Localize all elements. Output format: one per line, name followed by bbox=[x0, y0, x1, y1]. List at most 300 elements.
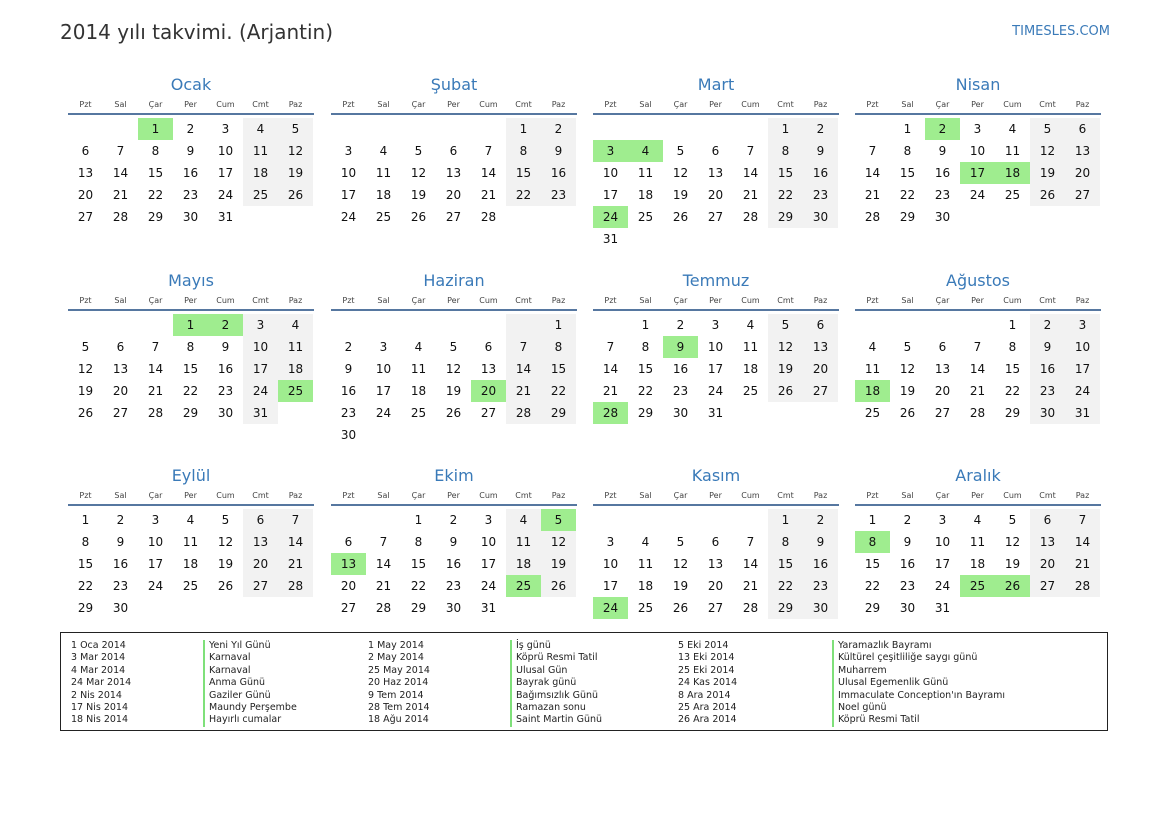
weekday-label: Paz bbox=[288, 100, 303, 109]
day-cell: 11 bbox=[278, 336, 313, 358]
day-cell: 1 bbox=[641, 318, 650, 332]
day-cell: 23 bbox=[672, 384, 689, 398]
day-cell: 13 bbox=[445, 166, 462, 180]
weekday-label: Sal bbox=[377, 491, 390, 500]
day-cell: 4 bbox=[506, 509, 541, 531]
day-cell: 19 bbox=[672, 188, 689, 202]
day-cell: 10 bbox=[340, 166, 357, 180]
weekday-label: Per bbox=[709, 100, 722, 109]
day-cell: 16 bbox=[445, 557, 462, 571]
weekday-header bbox=[68, 97, 314, 115]
empty-cell bbox=[366, 314, 401, 336]
day-cell: 23 bbox=[112, 579, 129, 593]
day-cell: 29 bbox=[541, 402, 576, 424]
holiday-date: 1 Oca 2014 bbox=[71, 640, 126, 651]
day-cell: 4 bbox=[641, 535, 650, 549]
empty-cell bbox=[663, 509, 698, 531]
month-name: Ocak bbox=[170, 75, 212, 94]
weekday-label: Pzt bbox=[342, 491, 355, 500]
holiday-name: Ramazan sonu bbox=[510, 702, 602, 714]
holiday-legend bbox=[60, 632, 1108, 731]
day-cell: 15 bbox=[182, 362, 199, 376]
day-cell: 8 bbox=[768, 531, 803, 553]
day-cell: 19 bbox=[1004, 557, 1021, 571]
day-cell: 19 bbox=[899, 384, 916, 398]
day-cell: 8 bbox=[506, 140, 541, 162]
day-cell: 3 bbox=[484, 513, 493, 527]
day-grid bbox=[68, 509, 314, 619]
day-cell: 18 bbox=[410, 384, 427, 398]
month-block bbox=[68, 464, 314, 619]
day-cell: 22 bbox=[541, 380, 576, 402]
day-cell: 31 bbox=[480, 601, 497, 615]
day-cell: 4 bbox=[746, 318, 755, 332]
day-cell: 13 bbox=[707, 557, 724, 571]
day-cell: 6 bbox=[711, 144, 720, 158]
holiday-day-cell: 2 bbox=[208, 314, 243, 336]
day-cell: 6 bbox=[344, 535, 353, 549]
weekday-label: Cmt bbox=[777, 296, 794, 305]
day-cell: 16 bbox=[803, 553, 838, 575]
holiday-day-cell: 24 bbox=[593, 206, 628, 228]
weekday-label: Çar bbox=[673, 100, 688, 109]
day-cell: 3 bbox=[938, 513, 947, 527]
day-cell: 24 bbox=[1065, 380, 1100, 402]
day-cell: 22 bbox=[864, 579, 881, 593]
day-cell: 27 bbox=[1065, 184, 1100, 206]
holiday-name: Bağımsızlık Günü bbox=[510, 690, 602, 702]
day-cell: 7 bbox=[151, 340, 160, 354]
day-cell: 2 bbox=[186, 122, 195, 136]
day-cell: 27 bbox=[707, 210, 724, 224]
day-cell: 6 bbox=[1030, 509, 1065, 531]
holiday-name: Anma Günü bbox=[203, 677, 297, 689]
day-cell: 25 bbox=[410, 406, 427, 420]
day-cell: 19 bbox=[77, 384, 94, 398]
day-cell: 15 bbox=[147, 166, 164, 180]
empty-cell bbox=[628, 118, 663, 140]
day-cell: 29 bbox=[864, 601, 881, 615]
day-cell: 1 bbox=[1008, 318, 1017, 332]
day-cell: 18 bbox=[969, 557, 986, 571]
empty-cell bbox=[68, 314, 103, 336]
weekday-label: Per bbox=[709, 296, 722, 305]
day-cell: 16 bbox=[340, 384, 357, 398]
day-cell: 6 bbox=[711, 535, 720, 549]
day-cell: 20 bbox=[112, 384, 129, 398]
day-cell: 21 bbox=[112, 188, 129, 202]
day-cell: 7 bbox=[484, 144, 493, 158]
weekday-label: Pzt bbox=[866, 296, 879, 305]
day-cell: 13 bbox=[707, 166, 724, 180]
day-cell: 7 bbox=[746, 144, 755, 158]
holiday-day-cell: 28 bbox=[593, 402, 628, 424]
day-cell: 31 bbox=[602, 232, 619, 246]
weekday-label: Sal bbox=[639, 296, 652, 305]
month-block bbox=[593, 464, 839, 619]
empty-cell bbox=[401, 118, 436, 140]
day-cell: 17 bbox=[480, 557, 497, 571]
day-cell: 22 bbox=[1004, 384, 1021, 398]
day-cell: 17 bbox=[934, 557, 951, 571]
weekday-label: Cum bbox=[1003, 491, 1022, 500]
empty-cell bbox=[593, 118, 628, 140]
day-cell: 22 bbox=[899, 188, 916, 202]
holiday-date: 28 Tem 2014 bbox=[368, 702, 430, 714]
holiday-name: Karnaval bbox=[203, 665, 297, 677]
day-cell: 29 bbox=[768, 206, 803, 228]
weekday-label: Paz bbox=[551, 100, 566, 109]
holiday-date: 1 May 2014 bbox=[368, 640, 424, 651]
weekday-label: Sal bbox=[639, 491, 652, 500]
weekday-label: Per bbox=[447, 296, 460, 305]
day-cell: 21 bbox=[147, 384, 164, 398]
weekday-header bbox=[855, 97, 1101, 115]
day-cell: 23 bbox=[217, 384, 234, 398]
day-cell: 7 bbox=[868, 144, 877, 158]
day-cell: 5 bbox=[676, 144, 685, 158]
weekday-label: Paz bbox=[288, 491, 303, 500]
day-cell: 21 bbox=[742, 188, 759, 202]
holiday-name: Kültürel çeşitliliğe saygı günü bbox=[832, 652, 1005, 664]
day-cell: 25 bbox=[637, 210, 654, 224]
weekday-label: Sal bbox=[901, 100, 914, 109]
day-cell: 2 bbox=[803, 509, 838, 531]
day-cell: 3 bbox=[1065, 314, 1100, 336]
month-block bbox=[68, 269, 314, 424]
day-cell: 27 bbox=[243, 575, 278, 597]
day-cell: 30 bbox=[803, 597, 838, 619]
day-cell: 8 bbox=[1008, 340, 1017, 354]
day-cell: 8 bbox=[903, 144, 912, 158]
day-cell: 12 bbox=[278, 140, 313, 162]
day-cell: 18 bbox=[375, 188, 392, 202]
day-cell: 31 bbox=[707, 406, 724, 420]
day-cell: 9 bbox=[938, 144, 947, 158]
day-cell: 27 bbox=[340, 601, 357, 615]
day-cell: 7 bbox=[1065, 509, 1100, 531]
day-cell: 28 bbox=[864, 210, 881, 224]
day-cell: 4 bbox=[243, 118, 278, 140]
day-cell: 7 bbox=[506, 336, 541, 358]
day-cell: 23 bbox=[445, 579, 462, 593]
day-cell: 21 bbox=[506, 380, 541, 402]
empty-cell bbox=[733, 118, 768, 140]
day-cell: 12 bbox=[77, 362, 94, 376]
day-cell: 15 bbox=[1004, 362, 1021, 376]
day-cell: 28 bbox=[742, 210, 759, 224]
day-cell: 2 bbox=[803, 118, 838, 140]
empty-cell bbox=[593, 509, 628, 531]
day-cell: 2 bbox=[903, 513, 912, 527]
weekday-label: Paz bbox=[813, 491, 828, 500]
weekday-header bbox=[331, 293, 577, 311]
day-cell: 3 bbox=[606, 535, 615, 549]
month-block bbox=[68, 73, 314, 228]
day-cell: 4 bbox=[973, 513, 982, 527]
day-cell: 3 bbox=[973, 122, 982, 136]
day-cell: 9 bbox=[449, 535, 458, 549]
month-name: Kasım bbox=[691, 466, 741, 485]
day-cell: 2 bbox=[1030, 314, 1065, 336]
day-cell: 17 bbox=[707, 362, 724, 376]
empty-cell bbox=[663, 118, 698, 140]
site-link[interactable]: TIMESLES.COM bbox=[1012, 24, 1110, 39]
day-cell: 25 bbox=[742, 384, 759, 398]
day-cell: 16 bbox=[112, 557, 129, 571]
day-cell: 16 bbox=[541, 162, 576, 184]
holiday-date: 25 May 2014 bbox=[368, 664, 430, 676]
day-cell: 24 bbox=[375, 406, 392, 420]
day-cell: 28 bbox=[969, 406, 986, 420]
day-cell: 14 bbox=[602, 362, 619, 376]
holiday-day-cell: 4 bbox=[628, 140, 663, 162]
day-cell: 30 bbox=[112, 601, 129, 615]
day-cell: 9 bbox=[344, 362, 353, 376]
day-cell: 23 bbox=[899, 579, 916, 593]
day-cell: 19 bbox=[410, 188, 427, 202]
day-cell: 30 bbox=[803, 206, 838, 228]
weekday-label: Per bbox=[971, 100, 984, 109]
day-cell: 9 bbox=[541, 140, 576, 162]
day-cell: 25 bbox=[864, 406, 881, 420]
day-cell: 27 bbox=[803, 380, 838, 402]
day-cell: 22 bbox=[147, 188, 164, 202]
weekday-label: Cmt bbox=[515, 491, 532, 500]
day-cell: 19 bbox=[541, 553, 576, 575]
day-cell: 30 bbox=[445, 601, 462, 615]
day-grid bbox=[331, 314, 577, 446]
day-grid bbox=[855, 314, 1101, 424]
weekday-label: Çar bbox=[935, 491, 950, 500]
day-cell: 8 bbox=[151, 144, 160, 158]
weekday-label: Pzt bbox=[604, 491, 617, 500]
month-block bbox=[855, 269, 1101, 424]
day-cell: 18 bbox=[278, 358, 313, 380]
empty-cell bbox=[401, 314, 436, 336]
day-cell: 10 bbox=[243, 336, 278, 358]
weekday-label: Cum bbox=[741, 296, 760, 305]
day-cell: 26 bbox=[672, 601, 689, 615]
empty-cell bbox=[698, 118, 733, 140]
day-cell: 23 bbox=[541, 184, 576, 206]
weekday-label: Sal bbox=[901, 491, 914, 500]
day-cell: 29 bbox=[1004, 406, 1021, 420]
day-cell: 23 bbox=[934, 188, 951, 202]
weekday-label: Paz bbox=[551, 491, 566, 500]
month-name: Mayıs bbox=[168, 271, 214, 290]
day-cell: 28 bbox=[112, 210, 129, 224]
holiday-day-cell: 18 bbox=[995, 162, 1030, 184]
day-cell: 19 bbox=[1030, 162, 1065, 184]
weekday-label: Çar bbox=[935, 100, 950, 109]
weekday-label: Cmt bbox=[252, 296, 269, 305]
day-cell: 11 bbox=[742, 340, 759, 354]
weekday-label: Sal bbox=[114, 491, 127, 500]
empty-cell bbox=[138, 314, 173, 336]
day-cell: 20 bbox=[340, 579, 357, 593]
holiday-name: Bayrak günü bbox=[510, 677, 602, 689]
weekday-label: Cum bbox=[479, 491, 498, 500]
day-cell: 14 bbox=[278, 531, 313, 553]
day-cell: 30 bbox=[340, 428, 357, 442]
day-cell: 24 bbox=[480, 579, 497, 593]
day-cell: 17 bbox=[375, 384, 392, 398]
day-cell: 12 bbox=[445, 362, 462, 376]
weekday-label: Cmt bbox=[777, 100, 794, 109]
day-cell: 16 bbox=[182, 166, 199, 180]
day-cell: 11 bbox=[410, 362, 427, 376]
day-cell: 5 bbox=[903, 340, 912, 354]
legend-date-column bbox=[368, 640, 430, 727]
day-cell: 20 bbox=[1065, 162, 1100, 184]
day-cell: 14 bbox=[112, 166, 129, 180]
day-cell: 3 bbox=[151, 513, 160, 527]
weekday-label: Pzt bbox=[79, 491, 92, 500]
weekday-label: Çar bbox=[148, 100, 163, 109]
day-cell: 2 bbox=[676, 318, 685, 332]
day-cell: 11 bbox=[637, 557, 654, 571]
day-cell: 18 bbox=[742, 362, 759, 376]
day-cell: 27 bbox=[707, 601, 724, 615]
day-cell: 6 bbox=[449, 144, 458, 158]
holiday-date: 2 May 2014 bbox=[368, 652, 424, 664]
day-cell: 4 bbox=[379, 144, 388, 158]
day-cell: 10 bbox=[480, 535, 497, 549]
day-cell: 1 bbox=[768, 509, 803, 531]
day-cell: 11 bbox=[1004, 144, 1021, 158]
day-cell: 29 bbox=[77, 601, 94, 615]
day-cell: 10 bbox=[375, 362, 392, 376]
day-cell: 24 bbox=[243, 380, 278, 402]
holiday-name: Yaramazlık Bayramı bbox=[832, 640, 1005, 652]
weekday-label: Cum bbox=[741, 491, 760, 500]
day-cell: 24 bbox=[340, 210, 357, 224]
day-cell: 8 bbox=[641, 340, 650, 354]
day-cell: 29 bbox=[768, 597, 803, 619]
day-cell: 29 bbox=[182, 406, 199, 420]
day-cell: 6 bbox=[938, 340, 947, 354]
day-cell: 13 bbox=[480, 362, 497, 376]
day-cell: 17 bbox=[1065, 358, 1100, 380]
weekday-label: Pzt bbox=[866, 491, 879, 500]
day-cell: 24 bbox=[217, 188, 234, 202]
day-cell: 14 bbox=[742, 557, 759, 571]
day-cell: 21 bbox=[742, 579, 759, 593]
day-cell: 21 bbox=[864, 188, 881, 202]
day-cell: 15 bbox=[768, 162, 803, 184]
empty-cell bbox=[890, 314, 925, 336]
day-cell: 21 bbox=[480, 188, 497, 202]
holiday-name: Köprü Resmi Tatil bbox=[510, 652, 602, 664]
day-cell: 16 bbox=[1030, 358, 1065, 380]
holiday-name: Immaculate Conception'ın Bayramı bbox=[832, 690, 1005, 702]
day-cell: 7 bbox=[278, 509, 313, 531]
day-cell: 10 bbox=[707, 340, 724, 354]
day-cell: 9 bbox=[1030, 336, 1065, 358]
day-cell: 17 bbox=[243, 358, 278, 380]
day-cell: 1 bbox=[768, 118, 803, 140]
weekday-label: Çar bbox=[411, 100, 426, 109]
weekday-label: Paz bbox=[551, 296, 566, 305]
empty-cell bbox=[628, 509, 663, 531]
weekday-label: Pzt bbox=[79, 100, 92, 109]
weekday-label: Per bbox=[184, 296, 197, 305]
holiday-date: 3 Mar 2014 bbox=[71, 652, 126, 664]
weekday-label: Cmt bbox=[777, 491, 794, 500]
day-cell: 7 bbox=[379, 535, 388, 549]
day-cell: 4 bbox=[186, 513, 195, 527]
day-cell: 17 bbox=[147, 557, 164, 571]
day-cell: 19 bbox=[278, 162, 313, 184]
holiday-date: 13 Eki 2014 bbox=[678, 652, 735, 664]
weekday-label: Sal bbox=[114, 296, 127, 305]
day-cell: 16 bbox=[803, 162, 838, 184]
weekday-label: Pzt bbox=[342, 100, 355, 109]
day-cell: 28 bbox=[278, 575, 313, 597]
day-cell: 3 bbox=[344, 144, 353, 158]
day-cell: 29 bbox=[410, 601, 427, 615]
day-cell: 8 bbox=[541, 336, 576, 358]
empty-cell bbox=[471, 314, 506, 336]
weekday-label: Paz bbox=[288, 296, 303, 305]
weekday-label: Cum bbox=[216, 296, 235, 305]
day-cell: 25 bbox=[637, 601, 654, 615]
day-cell: 7 bbox=[973, 340, 982, 354]
weekday-label: Çar bbox=[935, 296, 950, 305]
holiday-date: 18 Nis 2014 bbox=[71, 714, 128, 726]
month-name: Mart bbox=[697, 75, 735, 94]
holiday-name: Ulusal Gün bbox=[510, 665, 602, 677]
weekday-label: Çar bbox=[148, 296, 163, 305]
holiday-day-cell: 20 bbox=[471, 380, 506, 402]
weekday-label: Cmt bbox=[252, 100, 269, 109]
day-cell: 8 bbox=[414, 535, 423, 549]
day-cell: 27 bbox=[112, 406, 129, 420]
page-title: 2014 yılı takvimi. (Arjantin) bbox=[60, 20, 334, 44]
day-cell: 10 bbox=[969, 144, 986, 158]
day-cell: 6 bbox=[803, 314, 838, 336]
holiday-name: Ulusal Egemenlik Günü bbox=[832, 677, 1005, 689]
day-cell: 20 bbox=[445, 188, 462, 202]
day-cell: 7 bbox=[606, 340, 615, 354]
day-cell: 14 bbox=[480, 166, 497, 180]
holiday-date: 25 Eki 2014 bbox=[678, 664, 735, 676]
day-cell: 12 bbox=[1030, 140, 1065, 162]
month-block bbox=[331, 464, 577, 619]
day-cell: 20 bbox=[1030, 553, 1065, 575]
day-cell: 14 bbox=[1065, 531, 1100, 553]
day-cell: 1 bbox=[541, 314, 576, 336]
holiday-day-cell: 8 bbox=[855, 531, 890, 553]
weekday-label: Cum bbox=[1003, 100, 1022, 109]
day-cell: 19 bbox=[445, 384, 462, 398]
day-cell: 26 bbox=[672, 210, 689, 224]
day-cell: 13 bbox=[934, 362, 951, 376]
holiday-date: 26 Ara 2014 bbox=[678, 714, 737, 726]
weekday-label: Cmt bbox=[1039, 100, 1056, 109]
day-cell: 1 bbox=[506, 118, 541, 140]
day-cell: 6 bbox=[81, 144, 90, 158]
month-block bbox=[593, 269, 839, 424]
weekday-label: Cum bbox=[479, 296, 498, 305]
day-cell: 20 bbox=[77, 188, 94, 202]
weekday-label: Sal bbox=[639, 100, 652, 109]
weekday-label: Cum bbox=[216, 100, 235, 109]
weekday-label: Per bbox=[709, 491, 722, 500]
day-cell: 7 bbox=[746, 535, 755, 549]
month-block bbox=[855, 73, 1101, 228]
